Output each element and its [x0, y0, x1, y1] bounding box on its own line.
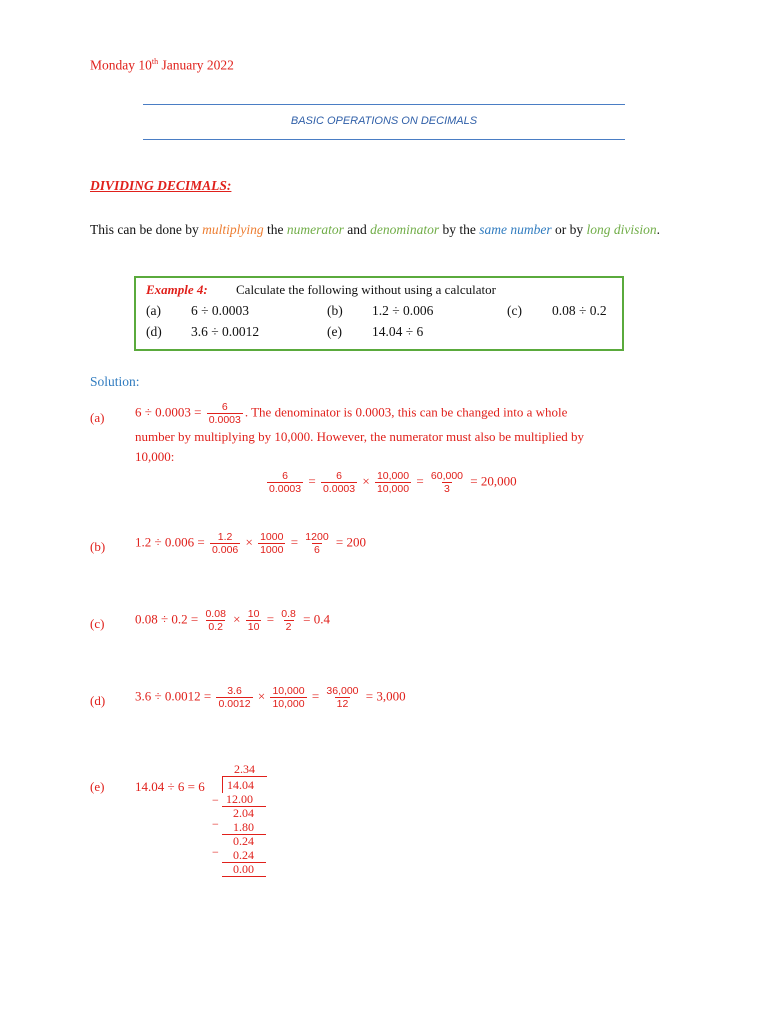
- fraction: [246, 608, 262, 633]
- term-same-number: same number: [479, 222, 552, 237]
- step-value: 2.04: [233, 806, 254, 820]
- fraction: [203, 608, 227, 633]
- part-c-tag: (c): [90, 616, 105, 631]
- example-item-tag: (a): [146, 303, 161, 318]
- part-c-lhs: 0.08 ÷ 0.2 =: [135, 611, 199, 627]
- date-sup: th: [151, 57, 159, 66]
- numerator: 3.6: [227, 685, 242, 697]
- denominator: 0.0003: [208, 414, 241, 426]
- part-b-tag: (b): [90, 539, 106, 554]
- numerator: 10,000: [376, 470, 410, 482]
- title-rule-top: [143, 104, 625, 105]
- fraction: [375, 470, 411, 495]
- term-multiplying: multiplying: [202, 222, 264, 237]
- equals-sign: =: [266, 611, 275, 627]
- fraction: [321, 470, 357, 495]
- step-value: 1.80: [233, 820, 254, 834]
- date-prefix: Monday 10: [90, 57, 152, 73]
- term-denominator: denominator: [370, 222, 440, 237]
- denominator: 6: [314, 544, 320, 556]
- numerator: 6: [336, 470, 342, 482]
- example-item-tag: (d): [146, 324, 162, 339]
- step-rule: [222, 876, 266, 877]
- denominator: 0.0003: [269, 483, 302, 495]
- example-item-expr: 14.04 ÷ 6: [372, 324, 424, 339]
- denominator: 1000: [260, 544, 284, 556]
- example-item-tag: (e): [327, 324, 342, 339]
- example-instruction: Calculate the following without using a calculator: [236, 282, 496, 297]
- step-value: 0.00: [233, 862, 254, 876]
- part-c-equation: [135, 608, 330, 633]
- times-sign: ×: [233, 611, 241, 627]
- fraction: [429, 470, 465, 495]
- denominator: 10,000: [272, 698, 305, 710]
- minus-sign: −: [212, 817, 219, 831]
- result: = 20,000: [470, 473, 517, 489]
- part-d-lhs: 3.6 ÷ 0.0012 =: [135, 688, 212, 704]
- times-sign: ×: [362, 473, 370, 489]
- part-a-lhs: 6 ÷ 0.0003 =: [135, 404, 202, 420]
- numerator: 0.8: [281, 608, 296, 620]
- fraction: [267, 470, 303, 495]
- title-rule-bottom: [143, 139, 625, 140]
- minus-sign: −: [212, 845, 219, 859]
- example-box: [134, 276, 624, 351]
- numerator: 10,000: [272, 685, 305, 697]
- part-a-text: . The denominator is 0.0003, this can be changed into a whole: [244, 404, 568, 420]
- numerator: 60,000: [430, 470, 464, 482]
- fraction: [207, 401, 243, 426]
- date-suffix: January 2022: [158, 57, 234, 73]
- denominator: 0.006: [211, 544, 239, 556]
- equals-sign: =: [311, 688, 320, 704]
- intro-text: by the: [439, 222, 480, 237]
- part-d-equation: [135, 685, 406, 710]
- result: = 3,000: [365, 688, 406, 704]
- step-value: 12.00: [226, 792, 253, 806]
- intro-text: the: [263, 222, 287, 237]
- step-value: 0.24: [233, 848, 254, 862]
- quotient: 2.34: [234, 762, 255, 776]
- denominator: 0.0003: [322, 483, 356, 495]
- part-a-tag: (a): [90, 410, 105, 425]
- section-heading: DIVIDING DECIMALS:: [90, 178, 232, 193]
- example-header: [146, 282, 496, 298]
- intro-text: and: [343, 222, 371, 237]
- denominator: 3: [444, 483, 450, 495]
- example-label: Example 4:: [146, 282, 208, 297]
- example-item-expr: 0.08 ÷ 0.2: [552, 303, 607, 318]
- term-numerator: numerator: [286, 222, 344, 237]
- denominator: 0.2: [208, 621, 223, 633]
- numerator: 10: [247, 608, 260, 620]
- example-item-expr: 1.2 ÷ 0.006: [372, 303, 434, 318]
- page-title: BASIC OPERATIONS ON DECIMALS: [290, 115, 478, 127]
- part-a-text: number by multiplying by 10,000. However, the numerator must also be multiplied by: [135, 429, 584, 444]
- fraction: [279, 608, 298, 633]
- fraction: [270, 685, 306, 710]
- numerator: 6: [221, 401, 228, 413]
- times-sign: ×: [245, 534, 253, 550]
- fraction: [216, 685, 252, 710]
- intro-paragraph: [90, 219, 680, 240]
- denominator: 2: [285, 621, 292, 633]
- numerator: 0.08: [205, 608, 226, 620]
- denominator: 12: [336, 698, 349, 710]
- part-b-equation: [135, 531, 366, 556]
- example-item-tag: (b): [327, 303, 343, 318]
- fraction: [258, 531, 285, 556]
- equals-sign: =: [308, 473, 316, 489]
- dividend: 14.04: [227, 778, 254, 792]
- intro-text: This can be done by: [90, 222, 203, 237]
- intro-text: .: [656, 222, 660, 237]
- numerator: 36,000: [326, 685, 359, 697]
- part-b-lhs: 1.2 ÷ 0.006 =: [135, 534, 205, 550]
- part-e-tag: (e): [90, 779, 105, 794]
- part-a-line1: [135, 401, 567, 426]
- result: = 0.4: [303, 611, 330, 627]
- times-sign: ×: [257, 688, 266, 704]
- example-item-expr: 3.6 ÷ 0.0012: [191, 324, 260, 339]
- term-long-division: long division: [586, 222, 657, 237]
- example-item-expr: 6 ÷ 0.0003: [191, 303, 250, 318]
- fraction: [324, 685, 360, 710]
- numerator: 6: [282, 470, 288, 482]
- part-e-lhs: 14.04 ÷ 6 = 6: [135, 779, 205, 794]
- denominator: 10,000: [376, 483, 410, 495]
- date-line: [90, 57, 234, 74]
- fraction: [210, 531, 240, 556]
- result: = 200: [335, 534, 366, 550]
- part-a-text: 10,000:: [135, 449, 175, 464]
- equals-sign: =: [290, 534, 299, 550]
- intro-text: or by: [551, 222, 587, 237]
- minus-sign: −: [212, 793, 219, 807]
- part-a-equation: [265, 470, 517, 495]
- example-item-tag: (c): [507, 303, 522, 318]
- part-d-tag: (d): [90, 693, 106, 708]
- numerator: 1.2: [217, 531, 233, 543]
- denominator: 0.0012: [218, 698, 251, 710]
- numerator: 1000: [260, 531, 284, 543]
- fraction: [303, 531, 330, 556]
- denominator: 10: [247, 621, 260, 633]
- step-value: 0.24: [233, 834, 254, 848]
- equals-sign: =: [416, 473, 424, 489]
- numerator: 1200: [305, 531, 329, 543]
- solution-label: Solution:: [90, 374, 140, 389]
